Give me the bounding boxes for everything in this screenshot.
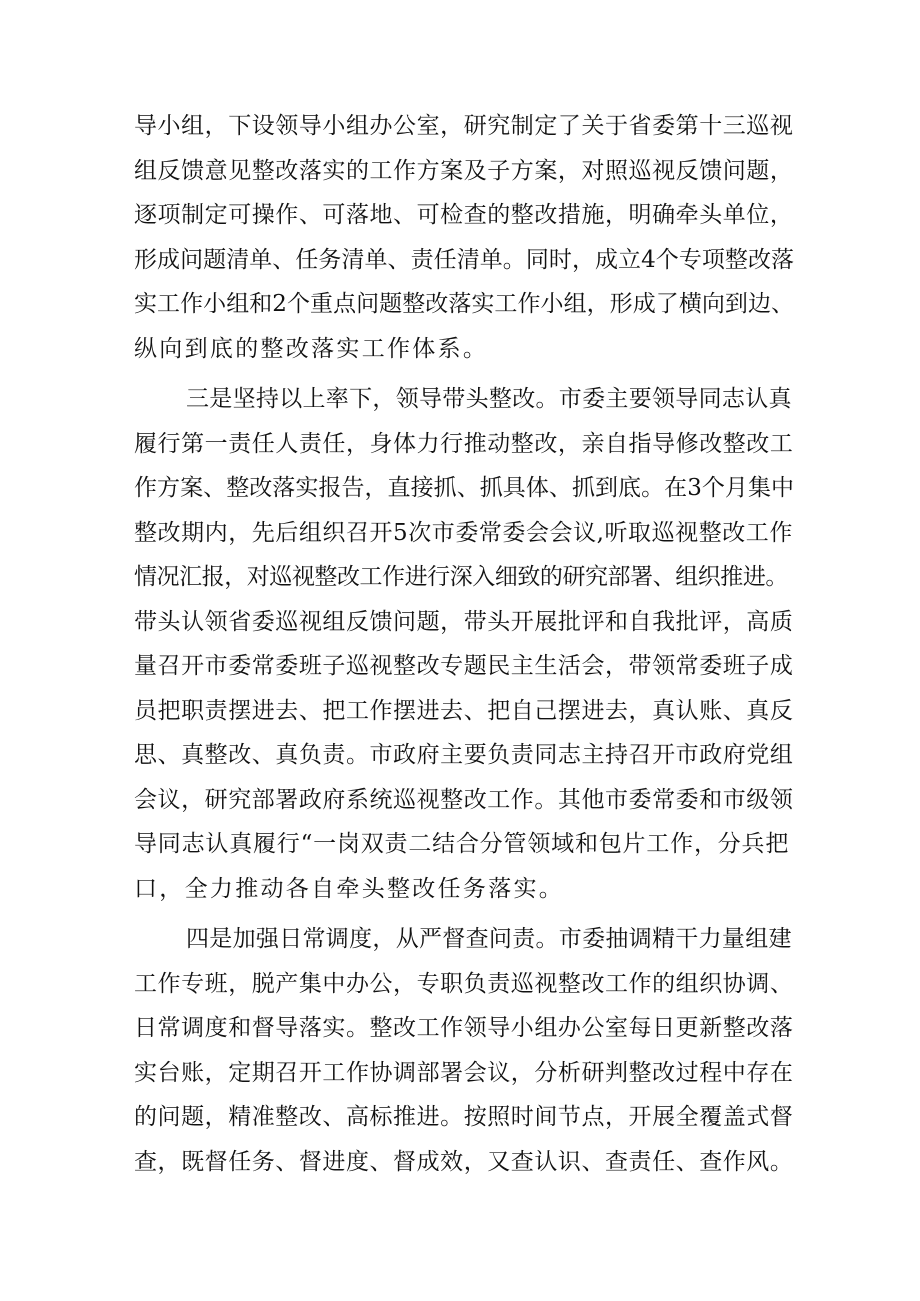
text-line: 三是坚持以上率下，领导带头整改。市委主要领导同志认真 bbox=[186, 386, 792, 412]
text-line: 口，全力推动各自牵头整改任务落实。 bbox=[134, 875, 565, 902]
text-line: 形成问题清单、任务清单、责任清单。同时，成立4个专项整改落 bbox=[134, 246, 795, 273]
text-line: 量召开市委常委班子巡视整改专题民主生活会，带领常委班子成 bbox=[134, 653, 794, 679]
text-line: 履行第一责任人责任，身体力行推动整改，亲自指导修改整改工 bbox=[134, 430, 794, 457]
text-line: 带头认领省委巡视组反馈问题，带头开展批评和自我批评，高质 bbox=[134, 608, 794, 635]
text-line: 导小组，下设领导小组办公室，研究制定了关于省委第十三巡视 bbox=[134, 113, 794, 139]
text-line: 查，既督任务、督进度、督成效，又查认识、查责任、查作风。 bbox=[134, 1148, 794, 1175]
text-line: 日常调度和督导落实。整改工作领导小组办公室每日更新整改落 bbox=[134, 1015, 794, 1041]
text-line: 组反馈意见整改落实的工作方案及子方案，对照巡视反馈问题， bbox=[134, 157, 794, 184]
text-line: 员把职责摆进去、把工作摆进去、把自己摆进去，真认账、真反 bbox=[134, 697, 794, 724]
paragraph-leading-system bbox=[134, 104, 794, 371]
text-line: 会议，研究部署政府系统巡视整改工作。其他市委常委和市级领 bbox=[134, 786, 794, 813]
text-line: 思、真整改、真负责。市政府主要负责同志主持召开市政府党组 bbox=[134, 742, 794, 768]
text-line: 逐项制定可操作、可落地、可检查的整改措施，明确牵头单位， bbox=[134, 202, 794, 228]
text-line: 纵向到底的整改落实工作体系。 bbox=[134, 335, 489, 362]
text-line: 情况汇报，对巡视整改工作进行深入细致的研究部署、组织推进。 bbox=[134, 564, 788, 590]
text-line: 的问题，精准整改、高标推进。按照时间节点，开展全覆盖式督 bbox=[134, 1104, 794, 1130]
paragraph-lead-by-example bbox=[134, 377, 794, 911]
text-line: 作方案、整改落实报告，直接抓、抓具体、抓到底。在3个月集中 bbox=[134, 475, 795, 501]
text-line: 工作专班，脱产集中办公，专职负责巡视整改工作的组织协调、 bbox=[134, 970, 794, 997]
text-line: 整改期内，先后组织召开5次市委常委会会议,听取巡视整改工作 bbox=[134, 519, 793, 546]
document-body bbox=[134, 104, 794, 1184]
paragraph-daily-supervision bbox=[134, 917, 794, 1184]
text-line: 实台账，定期召开工作协调部署会议，分析研判整改过程中存在 bbox=[134, 1059, 794, 1086]
text-line: 实工作小组和2个重点问题整改落实工作小组，形成了横向到边、 bbox=[134, 291, 795, 317]
text-line: 四是加强日常调度，从严督查问责。市委抽调精干力量组建 bbox=[186, 926, 792, 952]
text-line: 导同志认真履行“一岗双责二结合分管领域和包片工作，分兵把 bbox=[134, 831, 790, 857]
